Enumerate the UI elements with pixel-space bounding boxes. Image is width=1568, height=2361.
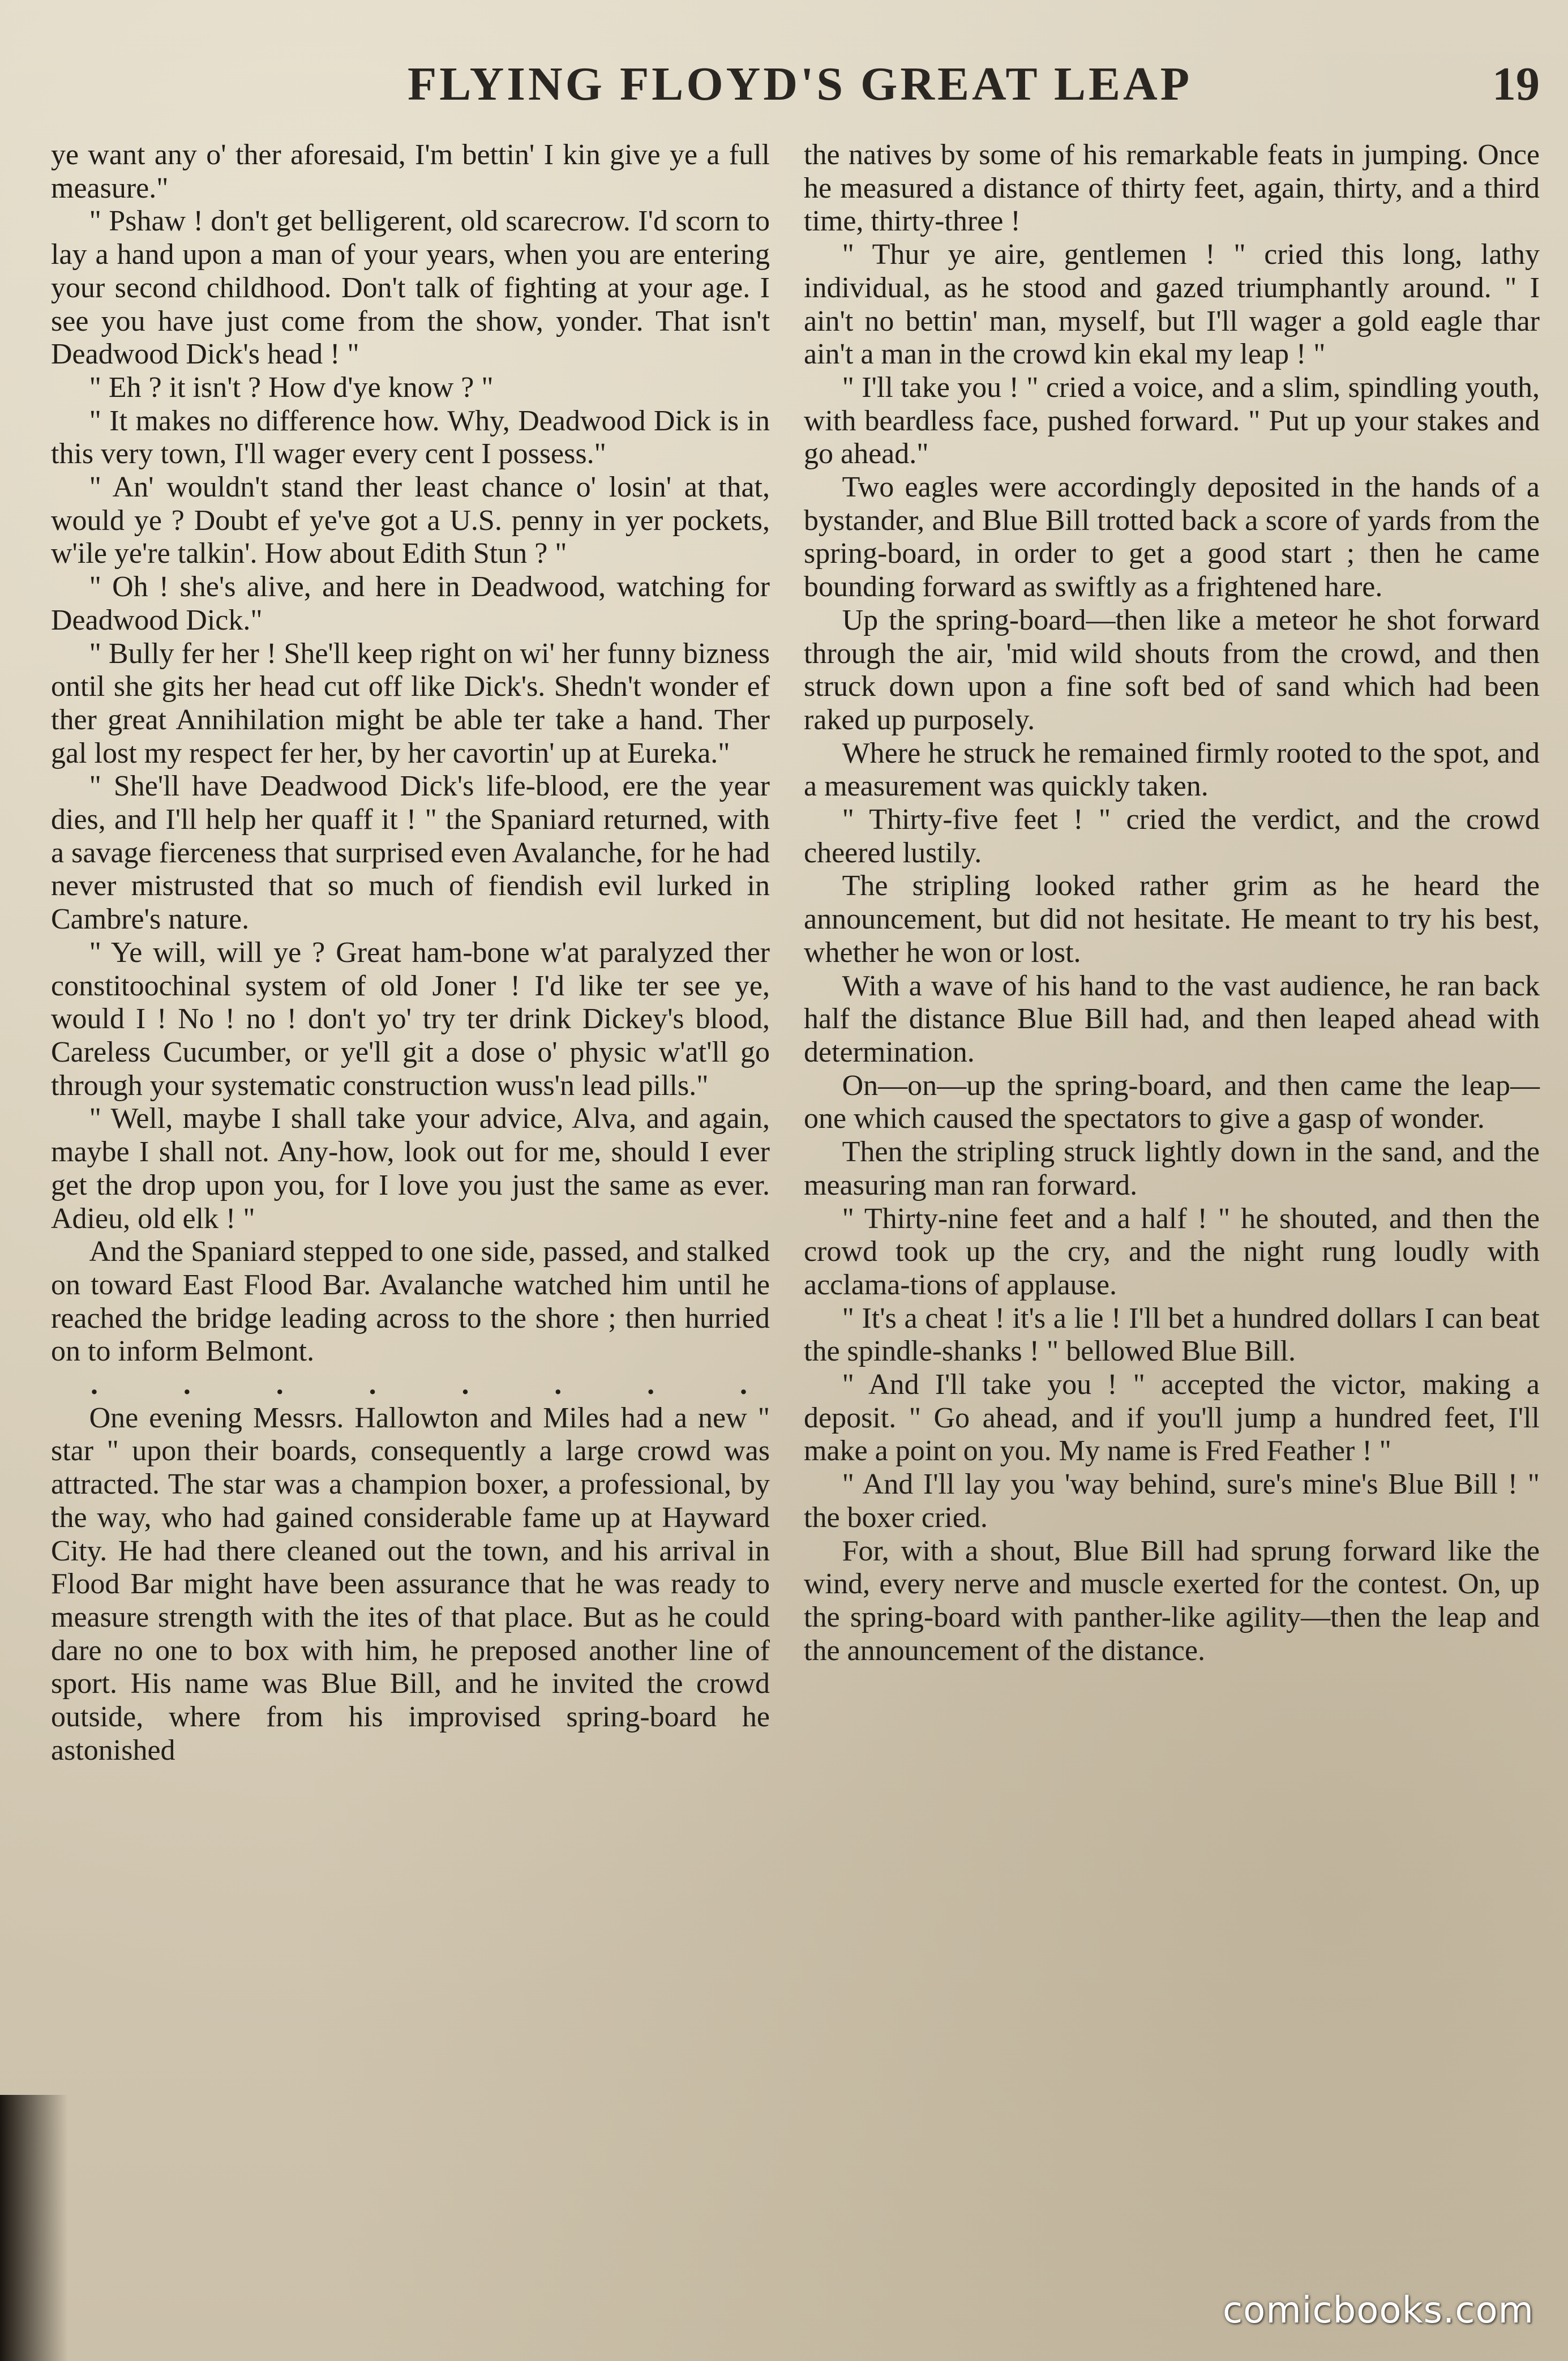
paragraph: On—on—up the spring-board, and then came the leap—one which caused the spectators to give a gasp of wonder. [804,1069,1540,1135]
section-dot: . [554,1368,562,1401]
section-dot: . [461,1368,469,1401]
section-dot: . [740,1368,748,1401]
paragraph: Then the stripling struck lightly down in the sand, and the measuring man ran forward. [804,1136,1540,1201]
paragraph: One evening Messrs. Hallowton and Miles had a new " star " upon their boards, consequently a large crowd was attracted. The star was a champion boxer, a professional, by the way, who had gained considerable fame up at Hayward City. He had there cleaned out the town, and his arrival in Flood Bar might have been assurance that he was ready to measure strength with the ites of that place. But as he could dare no one to box with him, he preposed another line of sport. His name was Blue Bill, and he invited the crowd outside, where from his improvised spring-board he astonished [51,1401,770,1767]
paragraph: Two eagles were accordingly deposited in the hands of a bystander, and Blue Bill trotted back a score of yards from the spring-board, in order to get a good start ; then he came bounding forward as swiftly as a frightened hare. [804,471,1540,604]
paragraph: " Thur ye aire, gentlemen ! " cried this long, lathy individual, as he stood and gazed triumphantly around. " I ain't no bettin' man, myself, but I'll wager a gold eagle thar ain't a man in the crowd kin ekal my leap ! " [804,238,1540,371]
right-column [804,139,1540,1667]
page-edge-shadow [0,2095,68,2361]
paragraph: " She'll have Deadwood Dick's life-blood, ere the year dies, and I'll help her quaff it ! " the Spaniard returned, with a savage fierceness that surprised even Avalanche, for he had never mistrusted that so much of fiendish evil lurked in Cambre's nature. [51,770,770,936]
watermark: comicbooks.com [1222,2290,1534,2332]
section-dot: . [91,1368,98,1401]
paragraph: " It's a cheat ! it's a lie ! I'll bet a hundred dollars I can beat the spindle-shanks ! " bellowed Blue Bill. [804,1302,1540,1368]
paragraph: " It makes no difference how. Why, Deadwood Dick is in this very town, I'll wager every cent I possess." [51,404,770,471]
paragraph: With a wave of his hand to the vast audience, he ran back half the distance Blue Bill had, and then leaped ahead with determination. [804,969,1540,1068]
paragraph: " Eh ? it isn't ? How d'ye know ? " [89,371,494,404]
paragraph: " Ye will, will ye ? Great ham-bone w'at paralyzed ther constitoochinal system of old Joner ! I'd like ter see ye, would I ! No ! no ! don't yo' try ter drink Dickey's blood, Careless Cucumber, or ye'll git a dose o' physic w'at'll go through your systematic construction wuss'n lead pills." [51,936,770,1102]
section-break [51,1368,770,1402]
section-dot: . [276,1368,284,1401]
page-number: 19 [1492,58,1540,110]
paragraph: " Thirty-nine feet and a half ! " he shouted, and then the crowd took up the cry, and the night rung loudly with acclama-tions of applause. [804,1202,1540,1301]
paragraph: " Thirty-five feet ! " cried the verdict, and the crowd cheered lustily. [804,803,1540,869]
left-column [51,139,770,1767]
paragraph: Where he struck he remained firmly rooted to the spot, and a measurement was quickly taken. [804,737,1540,803]
section-dot: . [369,1368,376,1401]
paragraph: And the Spaniard stepped to one side, passed, and stalked on toward East Flood Bar. Avalanche watched him until he reached the bridge leading across to the shore ; then hurried on to inform Belmont. [51,1235,770,1368]
paragraph: Up the spring-board—then like a meteor he shot forward through the air, 'mid wild shouts from the crowd, and then struck down upon a fine soft bed of sand which had been raked up purposely. [804,604,1540,736]
paragraph: The stripling looked rather grim as he heard the announcement, but did not hesitate. He meant to try his best, whether he won or lost. [804,870,1540,969]
paragraph: " Pshaw ! don't get belligerent, old scarecrow. I'd scorn to lay a hand upon a man of your years, when you are entering your second childhood. Don't talk of fighting at your age. I see you have just come from the show, yonder. That isn't Deadwood Dick's head ! " [51,205,770,371]
running-title: FLYING FLOYD'S GREAT LEAP [408,58,1193,110]
paragraph: the natives by some of his remarkable feats in jumping. Once he measured a distance of thirty feet, again, thirty, and a third time, thirty-three ! [804,139,1540,238]
section-dot: . [183,1368,191,1401]
paragraph: " Well, maybe I shall take your advice, Alva, and again, maybe I shall not. Any-how, look out for me, should I ever get the drop upon you, for I love you just the same as ever. Adieu, old elk ! " [51,1102,770,1235]
paragraph: " An' wouldn't stand ther least chance o' losin' at that, would ye ? Doubt ef ye've got a U.S. penny in yer pockets, w'ile ye're talkin'. How about Edith Stun ? " [51,471,770,570]
paragraph: " And I'll lay you 'way behind, sure's mine's Blue Bill ! " the boxer cried. [804,1468,1540,1534]
paragraph: For, with a shout, Blue Bill had sprung forward like the wind, every nerve and muscle exerted for the contest. On, up the spring-board with panther-like agility—then the leap and the announcement of the distance. [804,1534,1540,1667]
paragraph: " And I'll take you ! " accepted the victor, making a deposit. " Go ahead, and if you'll jump a hundred feet, I'll make a point on you. My name is Fred Feather ! " [804,1368,1540,1468]
paragraph: " Oh ! she's alive, and here in Deadwood, watching for Deadwood Dick." [51,571,770,636]
section-dot: . [647,1368,655,1401]
running-header [57,57,1540,125]
paragraph: " Bully fer her ! She'll keep right on wi' her funny bizness ontil she gits her head cut off like Dick's. Shedn't wonder ef ther great Annihilation might be able ter take a hand. Ther gal lost my respect fer her, by her cavortin' up at Eureka." [51,637,770,769]
paragraph: ye want any o' ther aforesaid, I'm bettin' I kin give ye a full measure." [51,139,770,204]
paragraph: " I'll take you ! " cried a voice, and a slim, spindling youth, with beardless face, pushed forward. " Put up your stakes and go ahead." [804,371,1540,471]
